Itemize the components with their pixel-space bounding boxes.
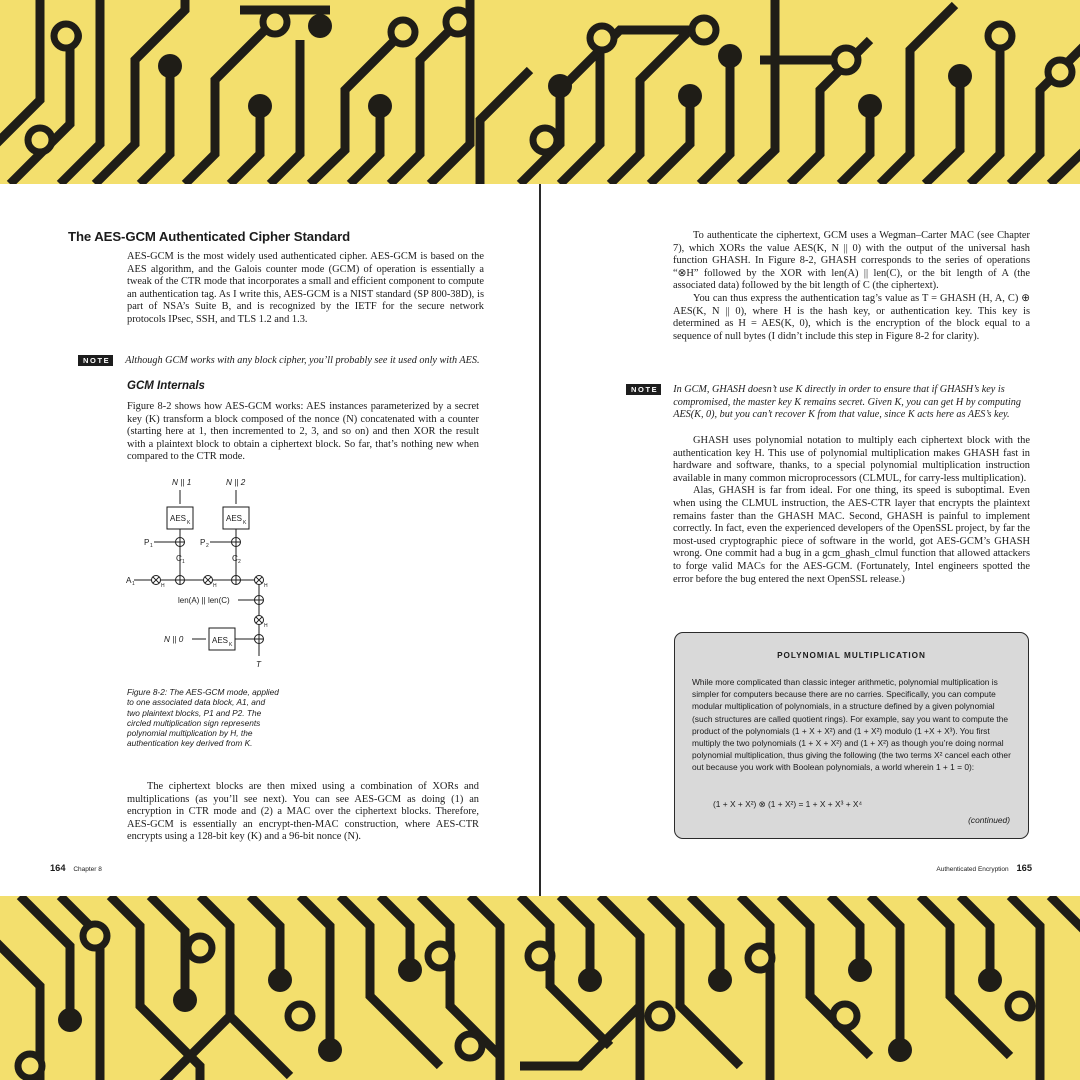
label-k-1: K: [187, 520, 191, 526]
note-text: Although GCM works with any block cipher, you’ll probably see it used only with AES.: [125, 355, 480, 366]
label-c1: C: [176, 554, 182, 563]
circuit-pattern-bottom: [0, 896, 1080, 1080]
aes-gcm-figure: [120, 474, 290, 674]
right-paragraph-3-text: GHASH uses polynomial notation to multiply each ciphertext block with the authentication key H. This use of polynomial multiplication makes GHASH fast in hardware and software, thanks, to a special polynomial multiplication instruction available in many common microprocessors (CLMUL, for carry-less multiplication).: [673, 435, 1030, 484]
right-paragraph-1: [673, 230, 1030, 343]
section-title: The AES-GCM Authenticated Cipher Standard: [68, 229, 351, 244]
right-paragraph-1-text: To authenticate the ciphertext, GCM uses a Wegman–Carter MAC (see Chapter 7), which XORs the value AES(K, N || 0) with the output of the universal hash function GHASH. In Figure 8-2, GHASH corresponds to the series of operations “⊗H” followed by the XOR with len(A) || len(C), or the bit length of A (the associated data) followed by the bit length of C (the ciphertext).: [673, 230, 1030, 292]
label-c1-sub: 1: [182, 559, 185, 565]
intro-paragraph: [127, 251, 484, 327]
right-paragraph-4-text: Alas, GHASH is far from ideal. For one thing, its speed is suboptimal. Even when using the CLMUL instruction, the AES-CTR layer that encrypts the plaintext remains faster than the GHASH MAC. Second, GHASH is painful to implement correctly. In fact, even the experienced developers of the OpenSSL project, by far the most-used cryptographic piece of software in the world, got AES-GCM’s GHASH wrong. One commit had a bug in a gcm_ghash_clmul function that allowed attackers to forge valid MACs for the AES-GCM. (Fortunately, Intel engineers spotted the error before the bug entered the next OpenSSL release.): [673, 485, 1030, 585]
label-h-3: H: [264, 583, 268, 589]
figure-caption: Figure 8-2: The AES-GCM mode, applied to one associated data block, A1, and two plaintext blocks, P1 and P2. The circled multiplication sign represents polynomial multiplication by H, the authentication key derived from K.: [127, 687, 279, 749]
label-aes-2: AES: [226, 514, 243, 523]
subheading-gcm-internals: GCM Internals: [127, 380, 205, 392]
circuit-traces-bottom-graphic: [0, 896, 1080, 1080]
right-paragraph-2-text: You can thus express the authentication tag’s value as T = GHASH (H, A, C) ⊕ AES(K, N || 0), where H is the hash key, or authentication key. This key is determined as H = AES(K, 0), which is the encryption of the block equal to a sequence of null bytes (I didn’t include this step in Figure 8-2 for clarity).: [673, 292, 1030, 342]
label-h-2: H: [213, 583, 217, 589]
right-paragraph-3: [673, 435, 1030, 586]
label-len: len(A) || len(C): [178, 596, 230, 605]
label-h-4: H: [264, 623, 268, 629]
circuit-traces-top-graphic: [0, 0, 1080, 184]
sidebar-body: While more complicated than classic integer arithmetic, polynomial multiplication is simpler for computers because there are no carries. Specifically, you can compute modular multiplication of polynomials, in a structure defined by a given polynomial (such structures are called quotient rings). For example, say you want to compute the product of the polynomials (1 + X + X²) and (1 + X²) modulo (1 +X + X³). You first multiply the two polynomials (1 + X + X²) and (1 + X²) as though you’re doing normal polynomial multiplication, thus giving the following (the two terms X² cancel each other out because you work with Boolean polynomials, a world wherein 1 + 1 = 0):: [692, 677, 1011, 773]
left-footer: [50, 863, 102, 873]
right-folio: 165: [1016, 863, 1032, 873]
label-n1: N || 1: [172, 478, 192, 487]
closing-paragraph: [127, 781, 479, 844]
internals-paragraph: [127, 401, 479, 464]
label-p1: P: [144, 538, 150, 547]
closing-paragraph-text: The ciphertext blocks are then mixed using a combination of XORs and multiplications (as you’ll see next). You can see AES-GCM as doing (1) an encryption in CTR mode and (2) a MAC over the ciphertext blocks. Therefore, AES-GCM is essentially an encrypt-then-MAC construction, where AES-CTR encrypts using a 128-bit key (K) and a 96-bit nonce (N).: [127, 781, 479, 843]
sidebar-title: POLYNOMIAL MULTIPLICATION: [777, 651, 926, 660]
label-a1: A: [126, 576, 132, 585]
note-label: NOTE: [78, 355, 113, 366]
label-k-2: K: [243, 520, 247, 526]
label-aes-0: AES: [212, 636, 229, 645]
left-folio: 164: [50, 863, 66, 873]
label-c2: C: [232, 554, 238, 563]
label-c2-sub: 2: [238, 559, 241, 565]
label-p2: P: [200, 538, 206, 547]
label-p2-sub: 2: [206, 543, 209, 549]
note-text-right: In GCM, GHASH doesn’t use K directly in order to ensure that if GHASH’s key is compromised, the master key K remains secret. Given K, you can get H by computing AES(K, 0), but you can’t recover K from that value, since K acts here as AES’s key.: [673, 384, 1021, 421]
label-h-1: H: [161, 583, 165, 589]
note-right: [626, 384, 1031, 422]
polynomial-multiplication-sidebar: [674, 632, 1029, 839]
label-n0: N || 0: [164, 635, 184, 644]
right-page: [541, 184, 1080, 896]
left-running-head: Chapter 8: [73, 866, 102, 873]
label-a1-sub: 1: [132, 581, 135, 587]
sidebar-continued: (continued): [968, 815, 1010, 825]
book-spread: [0, 184, 1080, 896]
circuit-pattern-top: [0, 0, 1080, 184]
internals-paragraph-text: Figure 8-2 shows how AES-GCM works: AES instances parameterized by a secret key (K) transform a block composed of the nonce (N) concatenated with a counter (starting here at 1, then incremented to 2, 3, and so on) and then XOR the result with a plaintext block to obtain a ciphertext block. So far, that’s nothing new when compared to the CTR mode.: [127, 401, 479, 463]
right-running-head: Authenticated Encryption: [936, 866, 1009, 873]
sidebar-equation: (1 + X + X²) ⊗ (1 + X²) = 1 + X + X³ + X⁴: [713, 799, 863, 809]
right-footer: [936, 863, 1032, 873]
label-aes-1: AES: [170, 514, 187, 523]
label-t: T: [256, 660, 262, 669]
left-page: [0, 184, 539, 896]
label-p1-sub: 1: [150, 543, 153, 549]
label-n2: N || 2: [226, 478, 246, 487]
note-left: [78, 355, 498, 368]
intro-paragraph-text: AES-GCM is the most widely used authenticated cipher. AES-GCM is based on the AES algorithm, and the Galois counter mode (GCM) of operation is essentially a tweak of the CTR mode that incorporates a small and efficient component to compute an authentication tag. As I write this, AES-GCM is a NIST standard (SP 800-38D), is part of NSA’s Suite B, and is recognized by the IETF for the secure network protocols IPsec, SSH, and TLS 1.2 and 1.3.: [127, 251, 484, 325]
note-label-right: NOTE: [626, 384, 661, 395]
label-k-0: K: [229, 642, 233, 648]
